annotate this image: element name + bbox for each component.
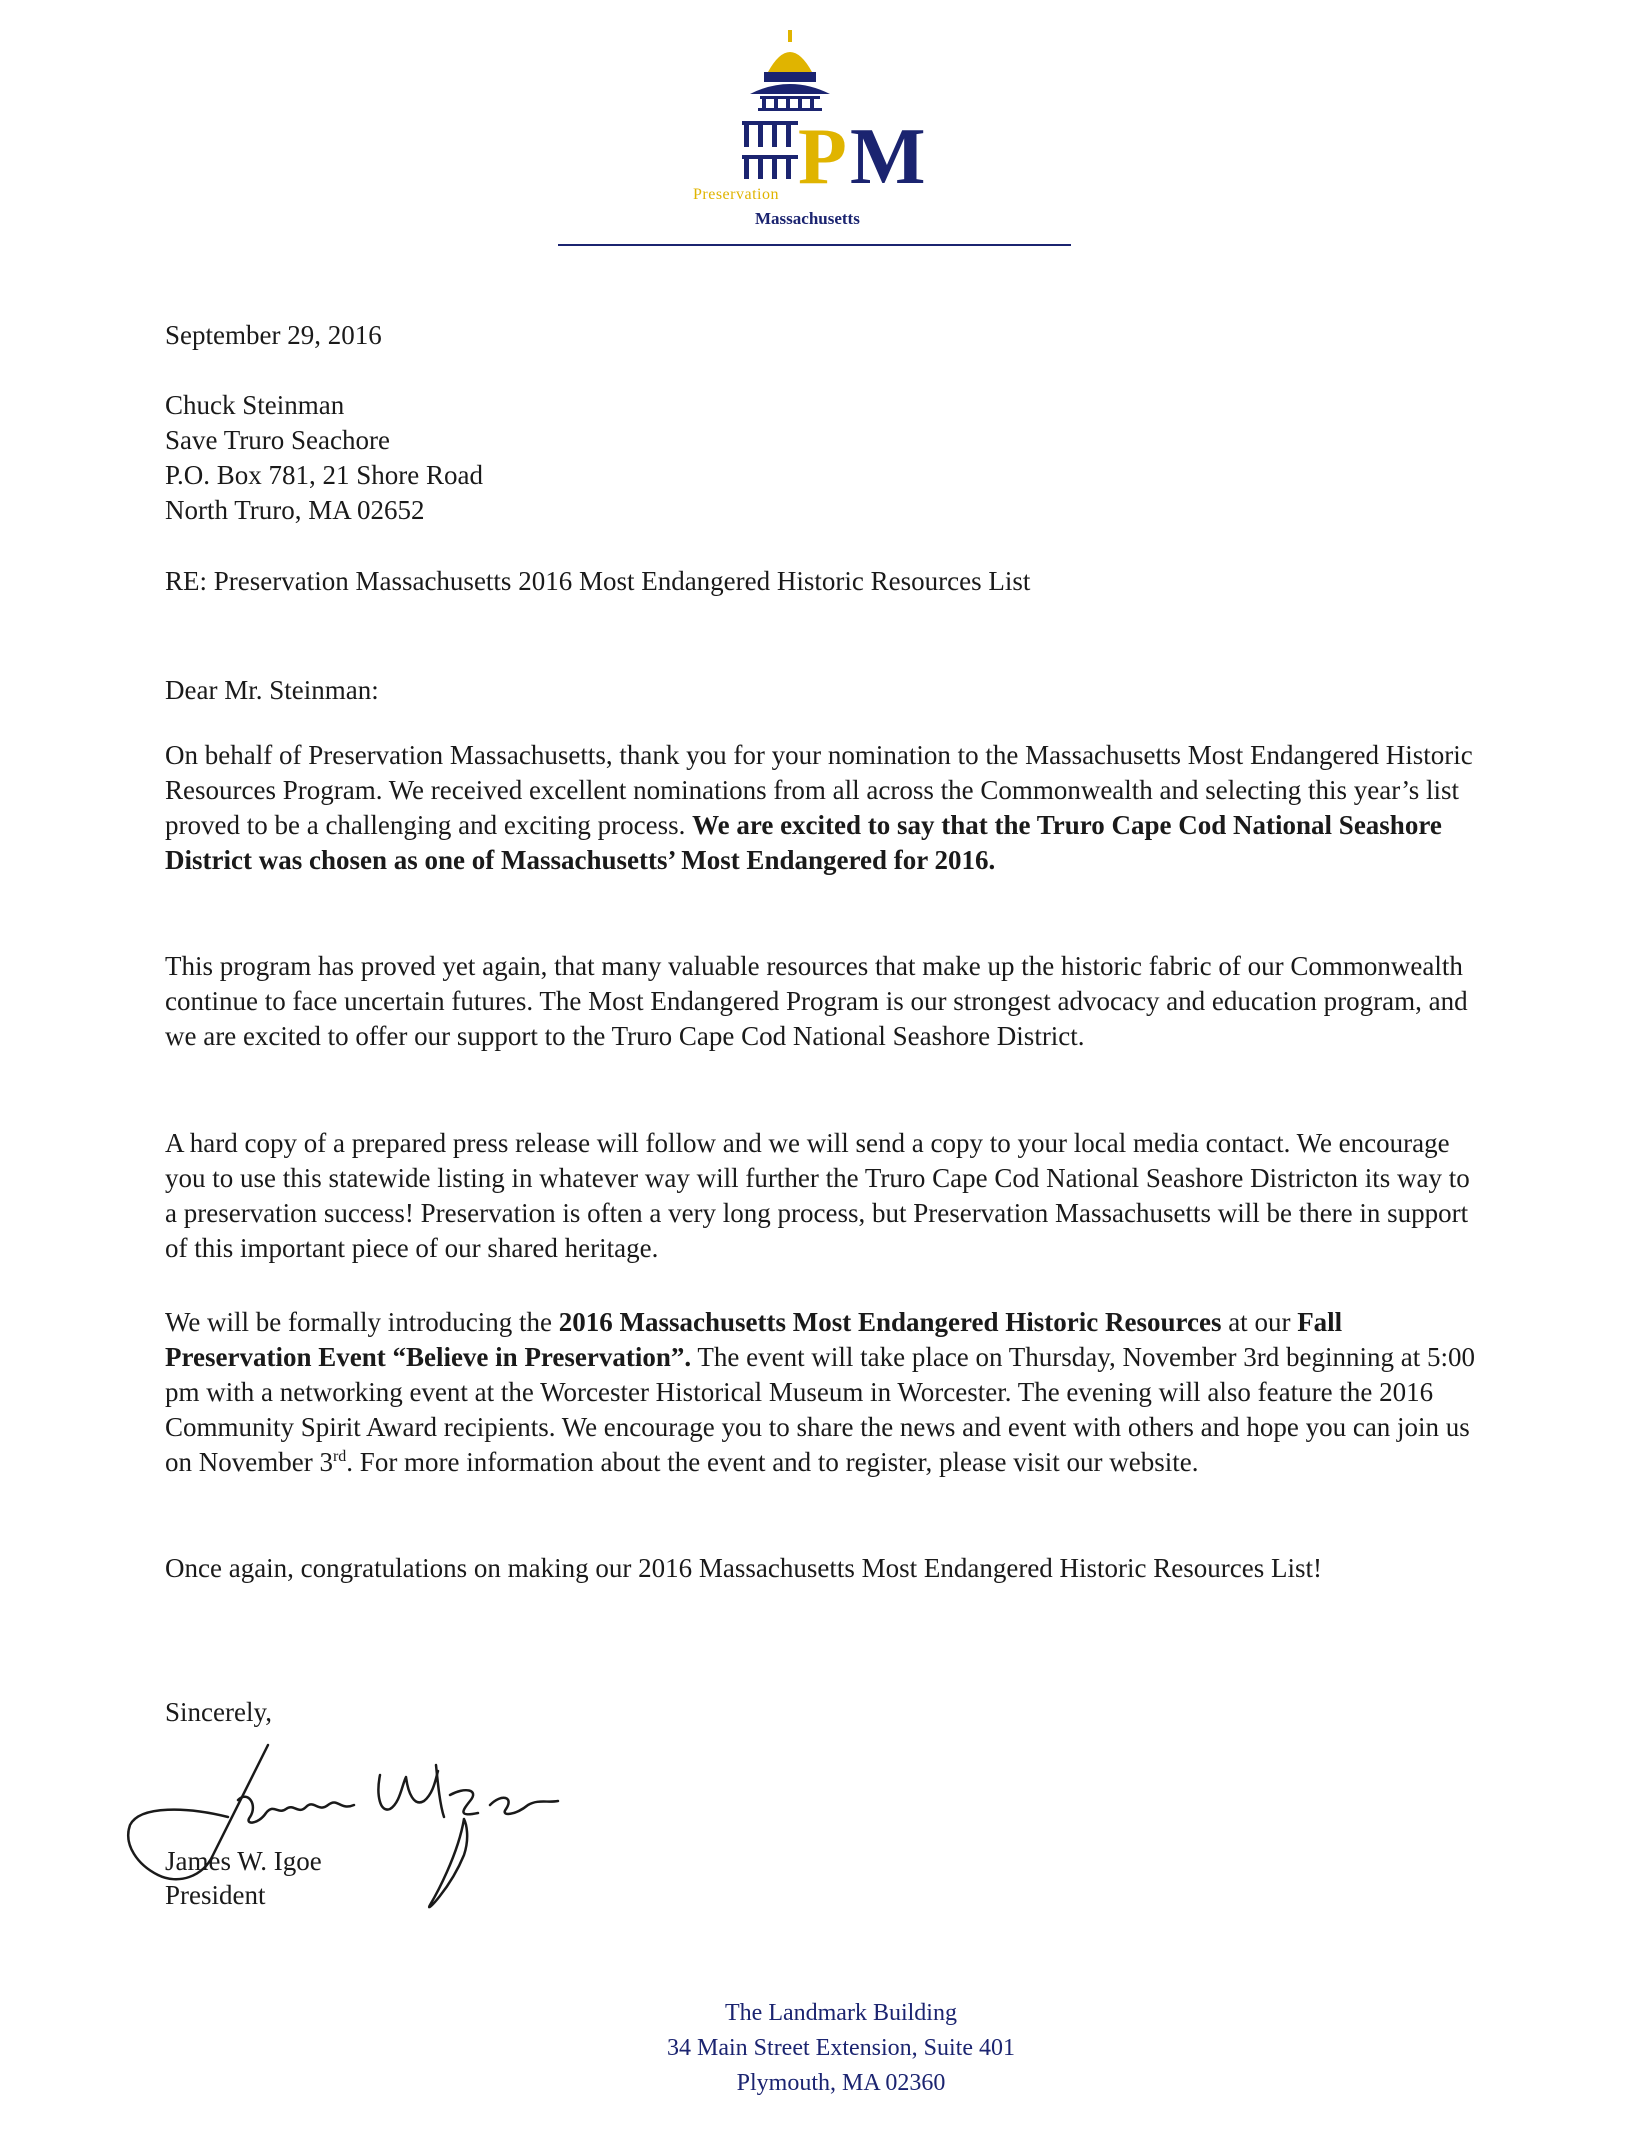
- logo-word-preservation: Preservation: [693, 186, 779, 203]
- letterhead: [0, 0, 1642, 260]
- paragraph-1-text: On behalf of Preservation Massachusetts, thank you for your nomination to the Massachusetts Most Endangered Historic Resources Program. We received excellent nominations from all across the Commonwealth and selecting this year’s list proved to be a challenging and exciting process.: [165, 740, 1473, 840]
- paragraph-1: [165, 738, 1485, 878]
- footer-line-1: The Landmark Building: [725, 2000, 957, 2026]
- paragraph-2: This program has proved yet again, that many valuable resources that make up the historic fabric of our Commonwealth continue to face uncertain futures. The Most Endangered Program is our strongest advocacy and education program, and we are excited to offer our support to the Truro Cape Cod National Seashore District.: [165, 951, 1468, 1051]
- recipient-street: P.O. Box 781, 21 Shore Road: [165, 460, 484, 490]
- paragraph-4-text-e: The event will take place on Thursday, November 3rd beginning at 5:00 pm with a networking event at the Worcester Historical Museum in Worcester. The evening will also feature the 2016 Community Spirit Award recipients. We encourage you to share the news and event with others and hope you can join us on November 3: [165, 1342, 1475, 1477]
- recipient-city: North Truro, MA 02652: [165, 495, 425, 525]
- footer-line-3: Plymouth, MA 02360: [736, 2070, 946, 2096]
- paragraph-4-text-c: at our: [1221, 1307, 1298, 1337]
- footer-address: [521, 1996, 1161, 2101]
- recipient-address: [165, 388, 483, 528]
- paragraph-4-bold-b: Fall Preservation Event “Believe in Preservation”.: [165, 1307, 1343, 1372]
- paragraph-1-bold: We are excited to say that the Truro Cape Cod National Seashore District was chosen as one of Massachusetts’ Most Endangered for 2016.: [165, 810, 1442, 875]
- logo-word-massachusetts: Massachusetts: [755, 209, 860, 228]
- salutation: Dear Mr. Steinman:: [165, 675, 379, 705]
- signer-name: James W. Igoe: [165, 1846, 322, 1876]
- paragraph-4: [165, 1305, 1485, 1480]
- paragraph-4-text-a: We will be formally introducing the: [165, 1307, 559, 1337]
- svg-text:M: M: [850, 113, 926, 190]
- paragraph-3: A hard copy of a prepared press release will follow and we will send a copy to your local media contact. We encourage you to use this statewide listing in whatever way will further the Truro Cape Cod National Seashore Districton its way to a preservation success! Preservation is often a very long process, but Preservation Massachusetts will be there in support of this important piece of our shared heritage.: [165, 1128, 1470, 1263]
- closing: Sincerely,: [165, 1697, 272, 1727]
- paragraph-4-text-f: . For more information about the event and to register, please visit our website.: [346, 1447, 1199, 1477]
- signer-title: President: [165, 1880, 266, 1910]
- re-line: RE: Preservation Massachusetts 2016 Most Endangered Historic Resources List: [165, 566, 1031, 596]
- recipient-organization: Save Truro Seachore: [165, 425, 390, 455]
- footer-line-2: 34 Main Street Extension, Suite 401: [667, 2035, 1015, 2061]
- svg-text:P: P: [798, 113, 847, 190]
- recipient-name: Chuck Steinman: [165, 390, 345, 420]
- letterhead-rule: [558, 244, 1071, 246]
- preservation-massachusetts-logo: [680, 30, 950, 190]
- paragraph-4-bold-a: 2016 Massachusetts Most Endangered Historic Resources: [558, 1307, 1222, 1337]
- paragraph-5: Once again, congratulations on making our 2016 Massachusetts Most Endangered Historic Resources List!: [165, 1553, 1322, 1583]
- paragraph-4-superscript: rd: [332, 1448, 347, 1465]
- letter-date: September 29, 2016: [165, 320, 382, 350]
